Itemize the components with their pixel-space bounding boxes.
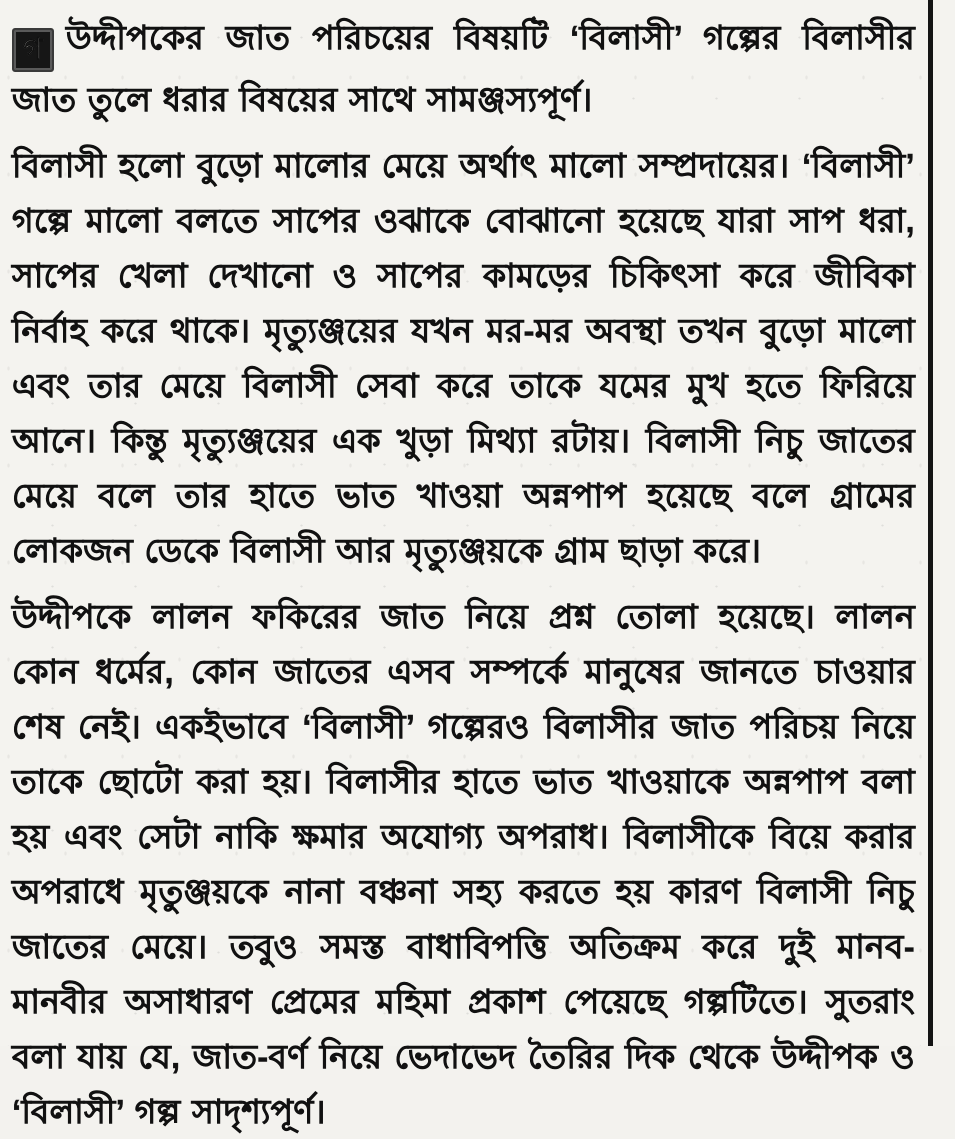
- answer-intro-text: উদ্দীপকের জাত পরিচয়ের বিষয়টি ‘বিলাসী’ গল্পের বিলাসীর জাত তুলে ধরার বিষয়ের সাথে সামঞ্জস্যপূর্ণ।: [12, 19, 915, 118]
- answer-option-ga-badge: গ: [12, 28, 54, 72]
- answer-body-paragraph-1: বিলাসী হলো বুড়ো মালোর মেয়ে অর্থাৎ মালো সম্প্রদায়ের। ‘বিলাসী’ গল্পে মালো বলতে সাপের ওঝাকে বোঝানো হয়েছে যারা সাপ ধরা, সাপের খেলা দেখানো ও সাপের কামড়ের চিকিৎসা করে জীবিকা নির্বাহ করে থাকে। মৃত্যুঞ্জয়ের যখন মর-মর অবস্থা তখন বুড়ো মালো এবং তার মেয়ে বিলাসী সেবা করে তাকে যমের মুখ হতে ফিরিয়ে আনে। কিন্তু মৃত্যুঞ্জয়ের এক খুড়া মিথ্যা রটায়। বিলাসী নিচু জাতের মেয়ে বলে তার হাতে ভাত খাওয়া অন্নপাপ হয়েছে বলে গ্রামের লোকজন ডেকে বিলাসী আর মৃত্যুঞ্জয়কে গ্রাম ছাড়া করে।: [12, 146, 915, 569]
- answer-body-paragraph-2: উদ্দীপকে লালন ফকিরের জাত নিয়ে প্রশ্ন তোলা হয়েছে। লালন কোন ধর্মের, কোন জাতের এসব সম্পর্কে মানুষের জানতে চাওয়ার শেষ নেই। একইভাবে ‘বিলাসী’ গল্পেরও বিলাসীর জাত পরিচয় নিয়ে তাকে ছোটো করা হয়। বিলাসীর হাতে ভাত খাওয়াকে অন্নপাপ বলা হয় এবং সেটা নাকি ক্ষমার অযোগ্য অপরাধ। বিলাসীকে বিয়ে করার অপরাধে মৃতুঞ্জয়কে নানা বঞ্চনা সহ্য করতে হয় কারণ বিলাসী নিচু জাতের মেয়ে। তবুও সমস্ত বাধাবিপত্তি অতিক্রম করে দুই মানব-মানবীর অসাধারণ প্রেমের মহিমা প্রকাশ পেয়েছে গল্পটিতে। সুতরাং বলা যায় যে, জাত-বর্ণ নিয়ে ভেদাভেদ তৈরির দিক থেকে উদ্দীপক ও ‘বিলাসী’ গল্প সাদৃশ্যপূর্ণ।: [12, 597, 915, 1130]
- answer-intro-paragraph: [12, 10, 915, 127]
- right-scan-border-line: [928, 0, 933, 1046]
